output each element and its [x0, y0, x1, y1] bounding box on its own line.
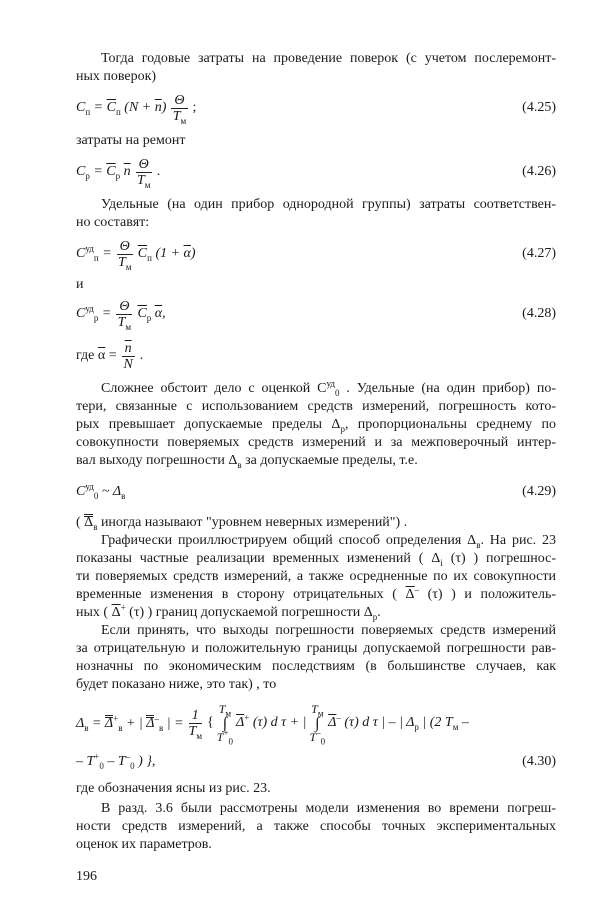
text-line: где обозначения ясны из рис. 23.: [76, 781, 271, 796]
numerator: Θ: [116, 299, 132, 315]
text-line: ности средств измерений, а также способы точных экспериментальных: [76, 819, 556, 834]
text-line: за отрицательную и положительную границы допускаемой погрешности рав-: [76, 641, 556, 656]
text-line: показаны частные реализации временных изменений ( $\Delta_i$ (τ) ) погрешнос-: [76, 551, 556, 568]
text-line: совокупности поверяемых средств измерений и за межповерочный интер-: [76, 435, 556, 450]
fraction: [122, 341, 135, 372]
lower-limit: $T^-_0$: [309, 727, 326, 746]
text-line: затраты на ремонт: [76, 133, 186, 148]
eq-lhs: где $\overline{\alpha}$ =: [76, 348, 117, 363]
text-line: Если принять, что выходы погрешности поверяемых средств измерений: [101, 623, 556, 638]
upper-limit: $T_м$: [311, 701, 324, 718]
fraction: [116, 299, 132, 330]
equation-4-28: [76, 294, 556, 334]
equation-number: (4.30): [522, 754, 556, 769]
fraction: [117, 239, 133, 270]
text-line: ти поверяемых средств измерений, а также осредненные по их совокупности: [76, 569, 556, 584]
text-line: ( $\Delta_в$ иногда называют "уровнем неверных измерений") .: [76, 515, 408, 532]
eq-continuation: – $T^+_0 - T^-_0$ ) },: [76, 751, 156, 771]
alpha-definition: [76, 336, 556, 376]
fraction: [189, 708, 203, 739]
text-line: но составят:: [76, 215, 150, 230]
lower-limit: $T^+_0$: [216, 727, 234, 746]
numerator: Θ: [117, 239, 133, 255]
text-line: Удельные (на один прибор однородной группы) затраты соответствен-: [101, 197, 556, 212]
denominator: $T_м$: [172, 108, 187, 126]
integral-2: [309, 703, 325, 744]
equation-number: (4.26): [522, 164, 556, 179]
fraction: [136, 157, 152, 188]
integral-1: [217, 703, 233, 744]
brace: {: [207, 715, 214, 730]
equation-4-30-line2: [76, 752, 556, 772]
equation-4-25: [76, 88, 556, 128]
text-line: тери, связанные с использованием средств измерений, погрешность кото-: [76, 399, 556, 414]
eq-lhs: $C_п = \overline{C}_п$ $(N + \overline{n})$: [76, 100, 167, 117]
eq-lhs: $\Delta_в = \Delta^+_в$ + | $\Delta^-_в$ | =: [76, 712, 184, 733]
eq-tail: .: [156, 164, 161, 179]
eq-tail: $\overline{C}_п$ $(1 + \overline{\alpha})$: [137, 246, 196, 263]
denominator: $T_м$: [117, 254, 132, 272]
text-line: оценок их параметров.: [76, 837, 212, 852]
equation-4-29: [76, 472, 556, 512]
integral-sign-icon: ∫: [222, 714, 228, 732]
page-number: 196: [76, 869, 97, 884]
fraction: [171, 93, 187, 124]
text-line: нозначны по экономическим последствиям (в большинстве случаев, как: [76, 659, 556, 674]
eq-lhs: $C^{уд}_п$ =: [76, 243, 112, 263]
eq-lhs: $C_р = \overline{C}_р$ $\overline{n}$: [76, 164, 131, 181]
equation-4-30: [76, 698, 556, 748]
text-line: рых превышает допускаемые пределы $\Delta_р$, пропорциональны среднему по: [76, 417, 556, 434]
eq-tail: .: [139, 348, 144, 363]
denominator: $T_м$: [188, 723, 203, 741]
integrand: $\overline{\Delta}^-$ (τ) d τ | – | $\Delta_р$ | (2 $T_м$ –: [328, 712, 469, 732]
text-line: вал выходу погрешности $\Delta_в$ за допускаемые пределы, т.е.: [76, 453, 418, 470]
text-line: Тогда годовые затраты на проведение поверок (с учетом послеремонт-: [101, 51, 556, 66]
equation-4-27: [76, 234, 556, 274]
text-line: В разд. 3.6 были рассмотрены модели изменения во времени погреш-: [101, 801, 556, 816]
text-line: Сложнее обстоит дело с оценкой $C^{уд}_0$ . Удельные (на один прибор) по-: [101, 378, 556, 398]
eq-tail: $\overline{C}_р$ $\overline{\alpha}$,: [137, 306, 166, 323]
upper-limit: $T_м$: [218, 701, 232, 718]
text-line: временные изменения в сторону отрицательных ( $\overline{\Delta}^-$ (τ) ) и положитель-: [76, 584, 556, 602]
denominator: $T_м$: [136, 172, 151, 190]
text-line: ных ( $\overline{\Delta}^+$ (τ) ) границ допускаемой погрешности $\Delta_р$.: [76, 602, 381, 622]
text-line: и: [76, 277, 84, 292]
eq-lhs: $C^{уд}_0$ ~ $\Delta_в$: [76, 481, 126, 501]
denominator: $T_м$: [117, 314, 132, 332]
numerator: Θ: [136, 157, 152, 173]
equation-number: (4.25): [522, 100, 556, 115]
eq-lhs: $C^{уд}_р$ =: [76, 303, 112, 323]
eq-tail: ;: [192, 100, 197, 115]
numerator: $\overline{n}$: [122, 341, 135, 357]
equation-4-26: [76, 152, 556, 192]
numerator: 1: [189, 708, 202, 724]
text-line: ных поверок): [76, 69, 157, 84]
equation-number: (4.29): [522, 484, 556, 499]
numerator: Θ: [171, 93, 187, 109]
integrand: $\overline{\Delta}^+$ (τ) d τ + |: [236, 712, 307, 730]
text-line: будет показано ниже, это так) , то: [76, 677, 277, 692]
text-line: Графически проиллюстрируем общий способ определения $\Delta_в$. На рис. 23: [101, 533, 557, 550]
integral-sign-icon: ∫: [315, 714, 320, 732]
equation-number: (4.28): [522, 306, 556, 321]
denominator: N: [123, 356, 133, 372]
equation-number: (4.27): [522, 246, 556, 261]
